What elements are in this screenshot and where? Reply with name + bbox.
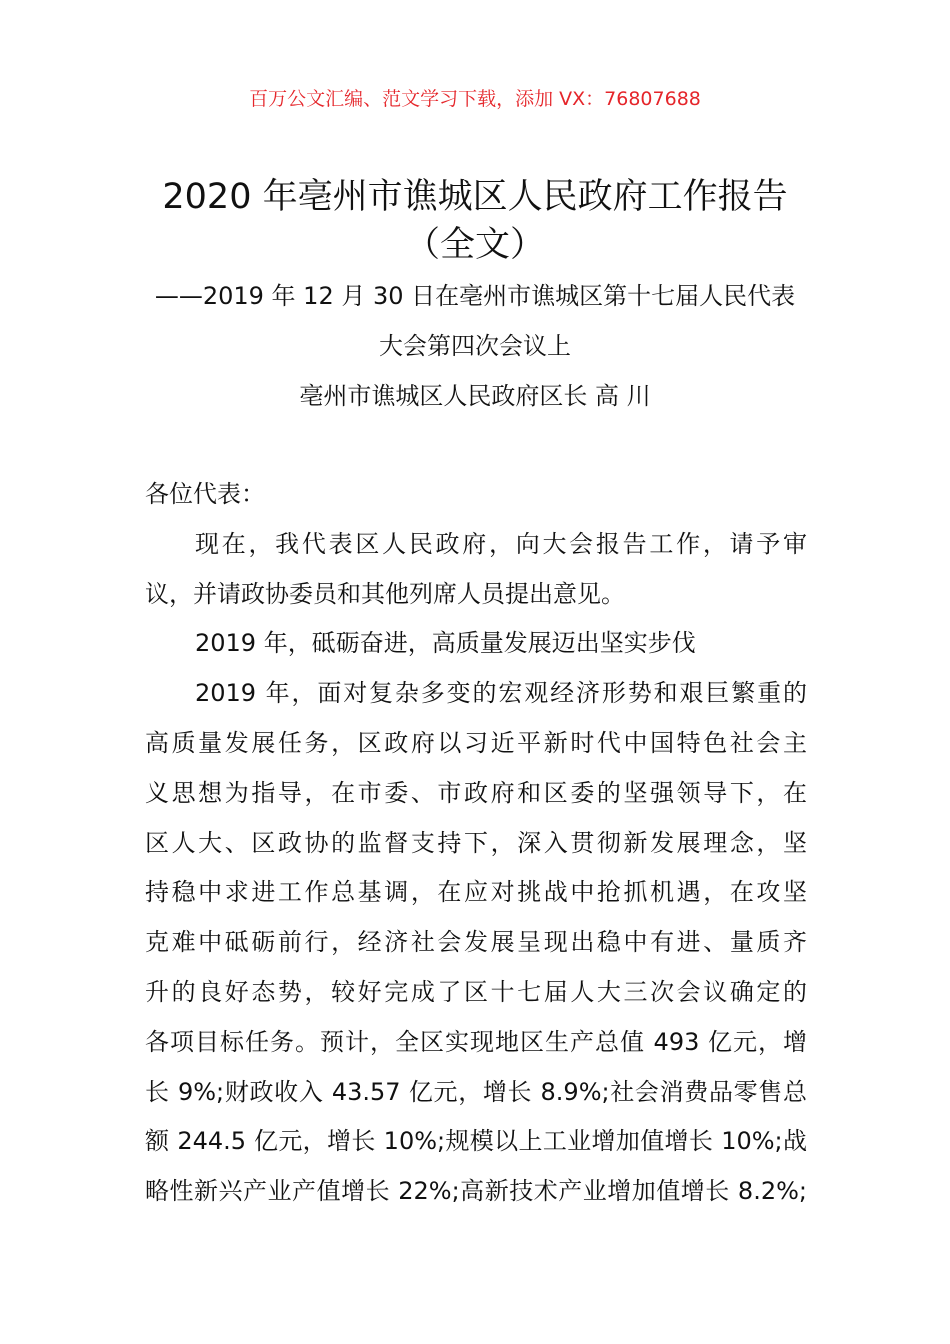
paragraph-line: 现在，我代表区人民政府，向大会报告工作，请予审 <box>195 529 807 558</box>
paragraph-line: 略性新兴产业产值增长 22%;高新技术产业增加值增长 8.2%; <box>145 1177 807 1206</box>
paragraph-line: 额 244.5 亿元，增长 10%;规模以上工业增加值增长 10%;战 <box>145 1127 807 1156</box>
paragraph-line: 持稳中求进工作总基调，在应对挑战中抢抓机遇，在攻坚 <box>145 878 807 907</box>
watermark-banner: 百万公文汇编、范文学习下载，添加 VX：76807688 <box>249 88 701 110</box>
paragraph-line: 2019 年，面对复杂多变的宏观经济形势和艰巨繁重的 <box>195 679 807 708</box>
salutation: 各位代表： <box>145 480 265 508</box>
subtitle-occasion: ——2019 年 12 月 30 日在亳州市谯城区第十七届人民代表 <box>154 282 796 310</box>
subtitle-author: 亳州市谯城区人民政府区长 高 川 <box>299 382 651 410</box>
paragraph-line: 高质量发展任务，区政府以习近平新时代中国特色社会主 <box>145 728 807 757</box>
document-title: 2020 年亳州市谯城区人民政府工作报告 <box>162 177 788 217</box>
paragraph-line: 升的良好态势，较好完成了区十七届人大三次会议确定的 <box>145 977 807 1006</box>
document-body <box>145 478 807 1225</box>
document-title-suffix: （全文） <box>404 225 545 265</box>
paragraph-line: 克难中砥砺前行，经济社会发展呈现出稳中有进、量质齐 <box>145 928 807 957</box>
section-heading: 2019 年，砥砺奋进，高质量发展迈出坚实步伐 <box>195 629 696 658</box>
paragraph-line: 义思想为指导，在市委、市政府和区委的坚强领导下，在 <box>145 778 807 807</box>
paragraph-line: 长 9%;财政收入 43.57 亿元，增长 8.9%;社会消费品零售总 <box>145 1077 807 1106</box>
paragraph-line: 议，并请政协委员和其他列席人员提出意见。 <box>145 579 625 608</box>
subtitle-meeting: 大会第四次会议上 <box>379 332 571 360</box>
paragraph-line: 区人大、区政协的监督支持下，深入贯彻新发展理念，坚 <box>145 828 807 857</box>
paragraph-line: 各项目标任务。预计，全区实现地区生产总值 493 亿元，增 <box>145 1027 807 1056</box>
